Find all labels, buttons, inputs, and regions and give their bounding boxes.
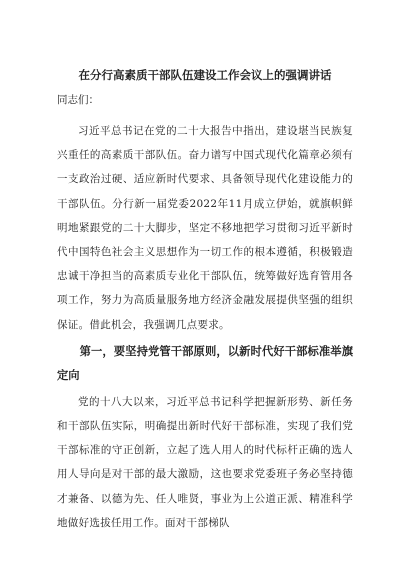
document-title: 在分行高素质干部队伍建设工作会议上的强调讲话 [78,68,332,82]
salutation: 同志们： [57,94,99,106]
section-1-paragraph: 党的十八大以来，习近平总书记科学把握新形势、新任务和干部队伍实际，明确提出新时代好干部标准，实现了我们党干部标准的守正创新，立起了选人用人的时代标杆正确的选人用人导向是对干部的最大激励，这也要求党委班子务必坚持德才兼备、以德为先、任人唯贤，事业为上公道正派、精准科学地做好选拔任用工作。面对干部梯队 [57,395,353,529]
section-heading-1: 第一，要坚持党管干部原则，以新时代好干部标准举旗定向 [57,343,353,383]
intro-paragraph: 习近平总书记在党的二十大报告中指出，建设堪当民族复兴重任的高素质干部队伍。奋力谱写中国式现代化篇章必须有一支政治过硬、适应新时代要求、具备领导现代化建设能力的干部队伍。分行新一届党委2022年11月成立伊始，就旗帜鲜明地紧跟党的二十大脚步，坚定不移地把学习贯彻习近平新时代中国特色社会主义思想作为一切工作的根本遵循，积极锻造忠诚干净担当的高素质专业化干部队伍，统筹做好选育管用各项工作，努力为高质量服务地方经济金融发展提供坚强的组织保证。借此机会，我强调几点要求。 [57,125,353,331]
